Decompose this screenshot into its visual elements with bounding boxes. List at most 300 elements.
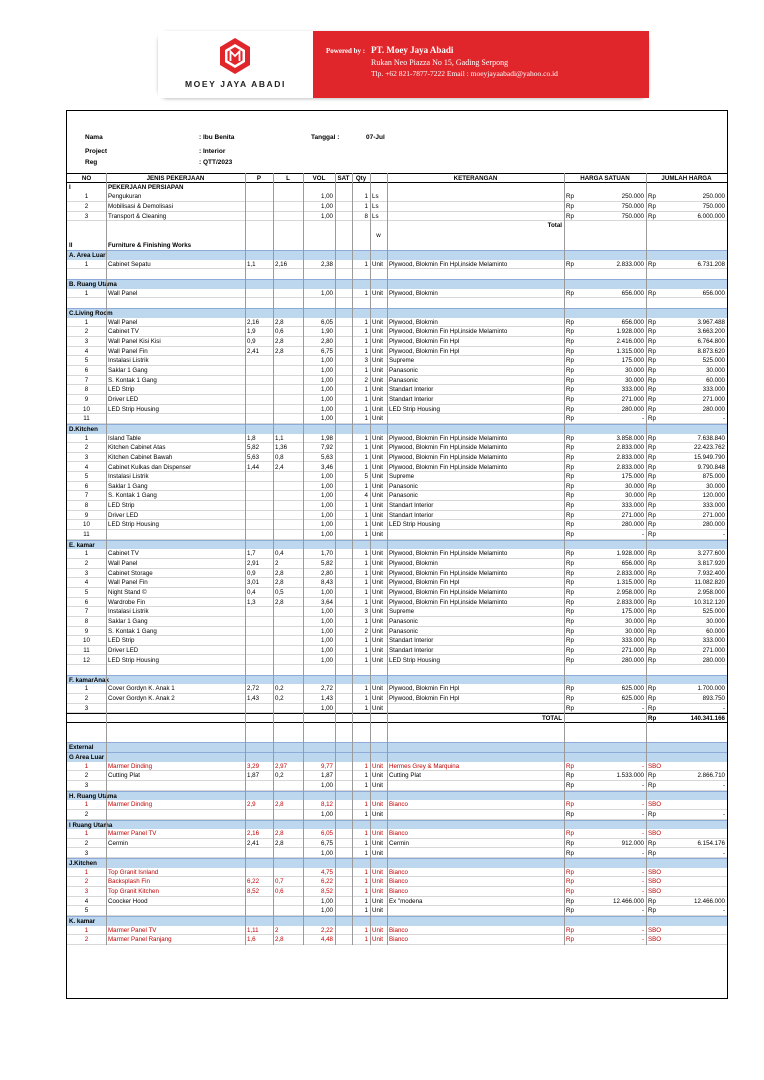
cell-l: 1,36 <box>275 444 288 452</box>
cell-ket: Bianco <box>389 801 408 809</box>
cell-rp: Rp <box>566 839 574 847</box>
cell-hs: 30.000 <box>625 376 644 384</box>
cell-rp: Rp <box>566 193 574 201</box>
column-divider <box>387 173 388 945</box>
cell-rp2: Rp <box>648 492 656 500</box>
cell-ket: LED Strip Housing <box>389 521 440 529</box>
cell-name: Marmer Dinding <box>108 801 153 809</box>
cell-rp2: Rp <box>648 367 656 374</box>
cell-name: LED Strip Housing <box>108 656 159 664</box>
cell-name: Driver LED <box>108 646 139 654</box>
cell-l: 2,97 <box>275 762 288 770</box>
cell-hs: 175.000 <box>621 357 644 365</box>
cell-unit: Unit <box>372 550 384 558</box>
cell-jh: 656.000 <box>702 289 725 297</box>
cell-rp2: Rp <box>648 627 656 635</box>
cell-p: 5,82 <box>247 444 260 452</box>
cell-rp2: Rp <box>648 502 656 510</box>
cell-qty: 1 <box>364 637 368 645</box>
cell-unit: Ls <box>372 193 379 201</box>
cell-rp: Rp <box>566 492 574 500</box>
cell-rp2: Rp <box>648 685 656 693</box>
cell-rp2: Rp <box>648 212 656 220</box>
cell-qty: 1 <box>364 926 368 934</box>
cell-vol: 9,77 <box>320 762 333 770</box>
cell-name: Cabinet Kulkas dan Dispenser <box>108 463 192 471</box>
cell-unit: Unit <box>372 695 384 703</box>
table-row <box>67 347 727 357</box>
cell-rp2: SBO <box>648 888 662 896</box>
cell-name: Cover Gordyn K. Anak 2 <box>108 695 175 703</box>
cell-vol: 5,63 <box>320 453 333 461</box>
cell-qty: 1 <box>364 482 368 490</box>
cell-rp2: SBO <box>648 868 662 876</box>
cell-jh <box>646 935 727 944</box>
cell-vol: 1,00 <box>320 415 333 423</box>
cell-no: 1 <box>84 926 89 934</box>
cell-rp: Rp <box>566 212 574 220</box>
cell-ket: Standart Interior <box>389 511 434 519</box>
blank-row <box>67 733 727 743</box>
cell-name: Wardrobe Fin <box>108 598 146 606</box>
cell-no: 3 <box>84 453 89 461</box>
cell-hs: - <box>641 936 644 944</box>
cell-name: Driver LED <box>108 511 139 519</box>
cell-qty: 1 <box>364 444 368 452</box>
cell-hs: 625.000 <box>621 685 644 693</box>
cell-no: 2 <box>84 560 89 567</box>
cell-vol: 1,00 <box>320 502 333 510</box>
cell-name: Transport & Cleaning <box>108 212 167 220</box>
cell-no: 10 <box>83 521 90 529</box>
cell-hs: - <box>641 878 644 886</box>
cell-ket: Plywood, Blokmin Fin Hpl <box>389 579 460 587</box>
table-row <box>67 472 727 482</box>
cell-name: PEKERJAAN PERSIAPAN <box>108 183 184 191</box>
cell-l: 2,8 <box>275 830 284 838</box>
cell-rp: Rp <box>566 318 574 326</box>
cell-rp: Rp <box>566 473 574 481</box>
cell-unit: Unit <box>372 704 384 712</box>
cell-p: 3,01 <box>247 579 260 587</box>
cell-name: Driver LED <box>108 395 139 403</box>
cell-ket: Bianco <box>389 830 408 838</box>
cell-p: 8,52 <box>247 888 260 896</box>
cell-rp2: Rp <box>648 318 656 326</box>
column-divider <box>370 173 371 945</box>
cell-unit: Unit <box>372 531 384 539</box>
cell-name: Furniture & Finishing Works <box>108 241 192 249</box>
cell-unit: Unit <box>372 685 384 693</box>
cell-jh: 333.000 <box>702 386 725 394</box>
cell-unit: Unit <box>372 260 384 268</box>
cell-p: 1,43 <box>247 695 260 703</box>
cell-no: 5 <box>84 907 89 915</box>
cell-qty: 1 <box>364 202 368 210</box>
cell-rp2: SBO <box>648 878 662 886</box>
cell-rp2: SBO <box>648 830 662 838</box>
cell-unit: Unit <box>372 830 384 838</box>
cell-ket: Plywood, Blokmin Fin Hpl,inside Melaminto <box>389 463 508 471</box>
cell-qty: 8 <box>364 212 368 220</box>
cell-qty: 1 <box>364 888 368 896</box>
column-header-name: JENIS PEKERJAAN <box>146 175 205 182</box>
cell-hs: - <box>641 888 644 896</box>
cell-ket: Bianco <box>389 926 408 934</box>
table-row <box>67 212 727 222</box>
cell-hs: 175.000 <box>621 608 644 616</box>
cell-jh <box>646 829 727 838</box>
cell-hs: - <box>641 415 644 423</box>
cell-l: 2 <box>275 926 279 934</box>
cell-vol: 1,00 <box>320 897 333 905</box>
cell-rp2: Rp <box>648 781 656 789</box>
letterhead <box>158 31 649 98</box>
cell-rp2: Rp <box>648 550 656 558</box>
cell-unit: Unit <box>372 502 384 510</box>
cell-p: 2,16 <box>247 318 260 326</box>
cell-l: 0,7 <box>275 878 284 886</box>
cell-no: 1 <box>84 762 89 770</box>
cell-unit: Unit <box>372 588 384 596</box>
table-row <box>67 289 727 299</box>
section-row <box>67 540 727 550</box>
cell-qty: 1 <box>364 347 368 355</box>
cell-p: 1,8 <box>247 434 256 442</box>
cell-rp: Rp <box>566 328 574 336</box>
cell-ket: Plywood, Blokmin Fin Hpl <box>389 685 460 693</box>
cell-name: Saklar 1 Gang <box>108 482 148 490</box>
cell-p: 1,7 <box>247 550 256 558</box>
cell-rp: Rp <box>566 926 574 934</box>
cell-ket: Standart Interior <box>389 637 434 645</box>
cell-no: 3 <box>84 781 89 789</box>
cell-jh: 30.000 <box>706 482 725 490</box>
cell-l: 2,8 <box>275 936 284 944</box>
cell-no: 3 <box>84 704 89 712</box>
cell-ket: Bianco <box>389 936 408 944</box>
cell-hs: 333.000 <box>621 502 644 510</box>
cell-unit: Unit <box>372 579 384 587</box>
cell-jh: 893.750 <box>702 695 725 703</box>
table-row <box>67 800 727 810</box>
cell-unit: Unit <box>372 839 384 847</box>
cell-name: S. Kontak 1 Gang <box>108 376 157 384</box>
cell-unit: Unit <box>372 560 384 567</box>
cell-unit: Unit <box>372 772 384 780</box>
cell-jh: 333.000 <box>702 502 725 510</box>
cell-rp2: Rp <box>648 656 656 664</box>
cell-name: Pengukuran <box>108 193 142 201</box>
cell-qty: 1 <box>364 617 368 625</box>
cell-rp: Rp <box>566 598 574 606</box>
cell-rp: Rp <box>566 781 574 789</box>
table-row <box>67 549 727 559</box>
cell-name: Saklar 1 Gang <box>108 617 148 625</box>
cell-unit: Unit <box>372 521 384 529</box>
table-row <box>67 443 727 453</box>
cell-hs: 656.000 <box>621 289 644 297</box>
cell-rp: Rp <box>566 656 574 664</box>
cell-name: Wall Panel Fin <box>108 579 148 587</box>
cell-rp2: Rp <box>648 907 656 915</box>
cell-hs: - <box>641 704 644 712</box>
cell-vol: 1,00 <box>320 386 333 394</box>
cell-rp: Rp <box>566 521 574 529</box>
cell-qty: 2 <box>364 376 368 384</box>
cell-jh: 2.866.710 <box>697 772 725 780</box>
cell-no: 2 <box>84 202 89 210</box>
cell-qty: 1 <box>364 849 368 857</box>
cell-hs: 12.466.000 <box>613 897 644 905</box>
cell-rp2: Rp <box>648 704 656 712</box>
table-row <box>67 839 727 849</box>
cell-hs: - <box>641 801 644 809</box>
cell-vol: 6,05 <box>320 318 333 326</box>
project-label: Project <box>85 148 108 155</box>
cell-p: 2,91 <box>247 560 260 567</box>
column-header-sat: SAT <box>337 175 350 182</box>
cell-unit: Unit <box>372 405 384 413</box>
cell-ket: Bianco <box>389 878 408 886</box>
cell-rp: Rp <box>566 646 574 654</box>
cell-qty: 1 <box>364 328 368 336</box>
reg-label: Reg <box>85 159 98 166</box>
cell-unit: Unit <box>372 608 384 616</box>
cell-rp2: Rp <box>648 463 656 471</box>
cell-ket: Ex "modena <box>389 897 423 905</box>
group-row <box>67 183 727 193</box>
table-row <box>67 385 727 395</box>
cell-no: 1 <box>84 434 89 442</box>
cell-no: 2 <box>84 936 89 944</box>
cell-qty: 1 <box>364 511 368 519</box>
column-header-jh: JUMLAH HARGA <box>661 175 712 182</box>
logo <box>158 31 313 98</box>
cell-l: 2,4 <box>275 463 284 471</box>
cell-rp: Rp <box>566 395 574 403</box>
table-row <box>67 598 727 608</box>
cell-no: 1 <box>84 289 89 297</box>
cell-no: 7 <box>84 492 89 500</box>
table-row <box>67 511 727 521</box>
cell-ket: Supreme <box>389 357 415 365</box>
cell-vol: 1,00 <box>320 627 333 635</box>
cell-hs: - <box>641 810 644 818</box>
cell-section-name: E. kamar <box>69 541 95 549</box>
cell-rp2: SBO <box>648 936 662 944</box>
cell-qty: 1 <box>364 704 368 712</box>
cell-rp2: Rp <box>648 511 656 519</box>
cell-no: 5 <box>84 357 89 365</box>
cell-no: II <box>69 241 73 249</box>
cell-ket: Supreme <box>389 608 415 616</box>
cell-jh: 280.000 <box>702 656 725 664</box>
cell-vol: 1,43 <box>320 695 333 703</box>
cell-jh: - <box>722 849 725 857</box>
cell-hs: 2.833.000 <box>616 453 644 461</box>
cell-no: 1 <box>84 830 89 838</box>
cell-qty: 1 <box>364 395 368 403</box>
cell-jh: 30.000 <box>706 367 725 374</box>
cell-no: 8 <box>84 386 89 394</box>
cell-qty: 1 <box>364 550 368 558</box>
cell-jh: - <box>722 810 725 818</box>
cell-l: 2,8 <box>275 579 284 587</box>
column-header-hs: HARGA SATUAN <box>580 175 630 182</box>
cell-qty: 1 <box>364 810 368 818</box>
cell-hs: 271.000 <box>621 395 644 403</box>
cell-ket: Plywood, Blokmin Fin Hpl <box>389 695 460 703</box>
cell-hs: 30.000 <box>625 627 644 635</box>
cell-rp: Rp <box>566 685 574 693</box>
cell-name: Wall Panel <box>108 318 138 326</box>
cell-qty: 3 <box>364 608 368 616</box>
cell-jh <box>646 800 727 809</box>
cell-unit: Unit <box>372 415 384 423</box>
cell-section-name: H. Ruang Utama <box>69 792 117 800</box>
cell-unit: Unit <box>372 453 384 461</box>
cell-qty: 1 <box>364 193 368 201</box>
cell-qty: 1 <box>364 936 368 944</box>
table-row <box>67 578 727 588</box>
cell-unit: Unit <box>372 347 384 355</box>
cell-ket: Standart Interior <box>389 646 434 654</box>
cell-l: 2,8 <box>275 839 284 847</box>
cell-l: 2,8 <box>275 347 284 355</box>
cell-vol: 1,00 <box>320 704 333 712</box>
cell-l: 0,8 <box>275 453 284 461</box>
cell-vol: 1,00 <box>320 588 333 596</box>
table-row <box>67 453 727 463</box>
cell-vol: 1,00 <box>320 367 333 374</box>
cell-name: LED Strip Housing <box>108 521 159 529</box>
nama-label: Nama <box>85 134 103 141</box>
cell-unit: Unit <box>372 318 384 326</box>
cell-section-name: A. Area Luar <box>69 252 106 260</box>
cell-l: 0,4 <box>275 550 284 558</box>
cell-hs: 625.000 <box>621 695 644 703</box>
cell-name: S. Kontak 1 Gang <box>108 627 157 635</box>
table-header-row <box>67 173 727 183</box>
cell-no: 5 <box>84 473 89 481</box>
cell-unit: Unit <box>372 656 384 664</box>
cell-rp: Rp <box>566 415 574 423</box>
cell-rp2: SBO <box>648 926 662 934</box>
cell-hs: 271.000 <box>621 511 644 519</box>
cell-name: Marmer Panel TV <box>108 926 157 934</box>
table-row <box>67 849 727 859</box>
cell-rp2: Rp <box>648 588 656 596</box>
cell-name: Cabinet TV <box>108 550 139 558</box>
cell-hs: 912.000 <box>621 839 644 847</box>
cell-hs: 2.833.000 <box>616 569 644 577</box>
cell-ket: Bianco <box>389 888 408 896</box>
table-row <box>67 463 727 473</box>
cell-p: 6,22 <box>247 878 260 886</box>
cell-no: 11 <box>83 646 90 654</box>
cell-rp2: Rp <box>648 386 656 394</box>
cell-rp: Rp <box>566 762 574 770</box>
cell-rp: Rp <box>566 550 574 558</box>
cell-ket: Plywood, Blokmin Fin Hpl,inside Melaminto <box>389 550 508 558</box>
cell-qty: 1 <box>364 801 368 809</box>
cell-name: Cutting Plat <box>108 772 140 780</box>
cell-vol: 1,87 <box>320 772 333 780</box>
cell-p: 1,9 <box>247 328 256 336</box>
cell-no: 2 <box>84 878 89 886</box>
cell-p: 1,11 <box>247 926 259 934</box>
cell-rp: Rp <box>566 338 574 346</box>
table-row <box>67 405 727 415</box>
cell-vol: 1,00 <box>320 193 333 201</box>
cell-vol: 1,00 <box>320 907 333 915</box>
cell-jh: 333.000 <box>702 637 725 645</box>
cell-vol: 2,22 <box>320 926 333 934</box>
cell-unit: Unit <box>372 367 384 374</box>
table-row <box>67 656 727 666</box>
cell-p: 0,4 <box>247 588 256 596</box>
cell-vol: 1,00 <box>320 781 333 789</box>
cell-jh: 60.000 <box>706 376 725 384</box>
cell-jh <box>646 877 727 886</box>
cell-qty: 1 <box>364 502 368 510</box>
cell-no: 6 <box>84 598 89 606</box>
section-row <box>67 250 727 260</box>
cell-hs: 333.000 <box>621 637 644 645</box>
cell-ket: Supreme <box>389 473 415 481</box>
cell-no: 1 <box>84 318 89 326</box>
cell-rp: Rp <box>566 810 574 818</box>
cell-ket: Cermin <box>389 839 409 847</box>
cell-name: Cabinet TV <box>108 328 139 336</box>
table-row <box>67 926 727 936</box>
cell-jh: 15.949.790 <box>694 453 725 461</box>
cell-rp2: Rp <box>648 338 656 346</box>
cell-jh: 22.423.762 <box>694 444 725 452</box>
cell-no: 4 <box>84 579 89 587</box>
cell-no: 8 <box>84 502 89 510</box>
cell-name: Cabinet Storage <box>108 569 153 577</box>
cell-vol: 1,00 <box>320 376 333 384</box>
cell-rp2: Rp <box>648 395 656 403</box>
cell-jh: - <box>722 907 725 915</box>
cell-unit: Unit <box>372 434 384 442</box>
cell-unit: Unit <box>372 888 384 896</box>
cell-vol: 6,22 <box>320 878 333 886</box>
cell-jh: 280.000 <box>702 521 725 529</box>
cell-jh: 271.000 <box>702 395 725 403</box>
cell-qty: 1 <box>364 521 368 529</box>
cell-no: I <box>69 183 71 191</box>
cell-rp: Rp <box>566 376 574 384</box>
cell-p: 0,9 <box>247 569 256 577</box>
cell-unit: Ls <box>372 212 379 220</box>
table-row <box>67 935 727 945</box>
table-row <box>67 607 727 617</box>
column-header-p: P <box>256 175 262 182</box>
cell-hs: 2.833.000 <box>616 598 644 606</box>
cell-no: 8 <box>84 617 89 625</box>
cell-jh <box>646 868 727 877</box>
cell-unit: Unit <box>372 357 384 365</box>
cell-rp: Rp <box>566 878 574 886</box>
table-row <box>67 569 727 579</box>
cell-ket: Plywood, Blokmin Fin Hpl <box>389 338 460 346</box>
cell-unit: Unit <box>372 849 384 857</box>
brand-name: MOEY JAYA ABADI <box>185 79 286 89</box>
section-row <box>67 675 727 685</box>
